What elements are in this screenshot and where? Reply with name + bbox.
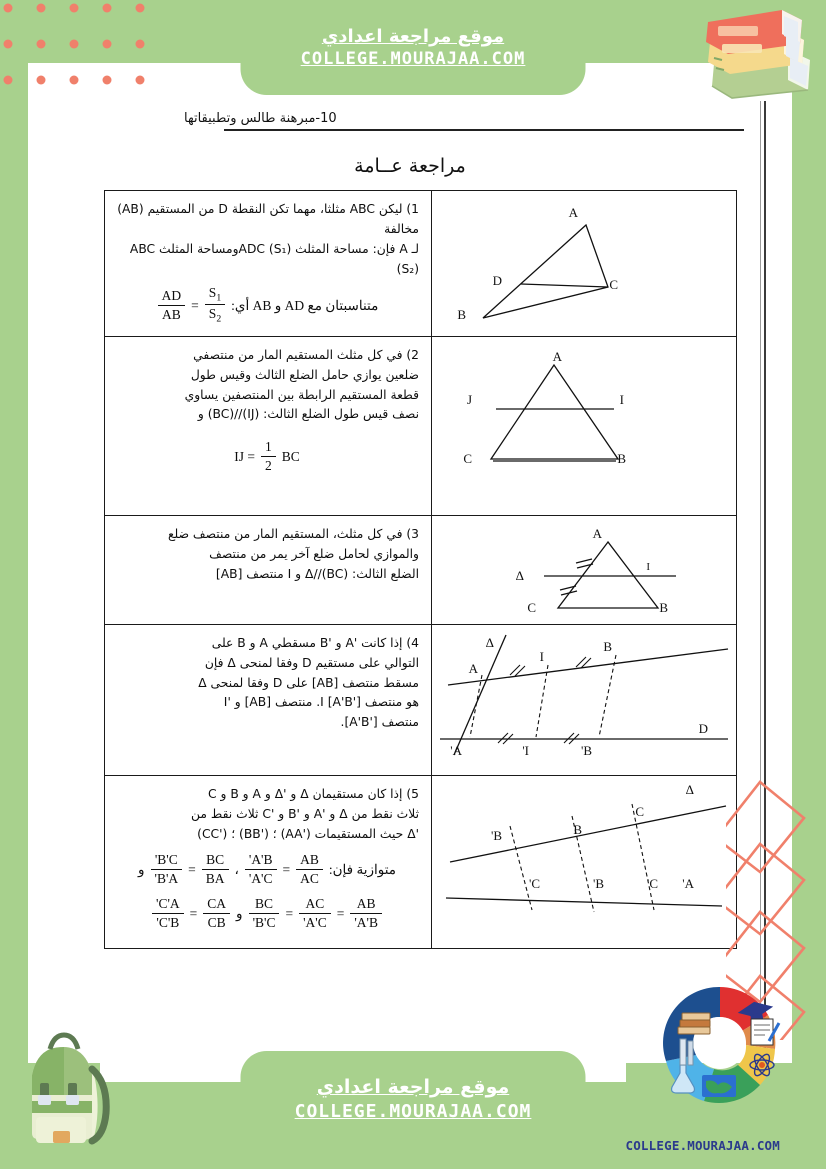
rule-line: متناسبتان مع AD و AB أي: — [231, 297, 379, 313]
text-cell — [105, 776, 431, 948]
fraction-bpcp-bpap: $\frac{B'C'}{B'A'}$ — [151, 852, 183, 887]
figure-label: I — [646, 560, 650, 573]
figure-label: D — [698, 720, 708, 736]
figure-label: C — [463, 450, 472, 466]
rule-line: الضلع الثالث: Δ//(BC) و I منتصف [AB] — [215, 566, 419, 581]
fraction-bc-ba: $\frac{BC}{BA}$ — [202, 852, 229, 887]
site-header-banner — [241, 0, 586, 95]
rule-line: 3) في كل مثلث، المستقيم المار من منتصف ضلع — [167, 526, 419, 541]
fraction-s1-s2: $\frac{S_1}{S_2}$ — [205, 285, 225, 327]
rule-line: ضلعين يوازي حامل الضلع الثالث وقيس طول — [190, 367, 419, 382]
table-row — [105, 337, 736, 516]
dot-grid-pattern — [0, 0, 168, 100]
fraction-bc-bpcp: $\frac{BC}{B'C'}$ — [249, 896, 280, 931]
table-row — [105, 625, 736, 776]
equals-sign: = — [189, 905, 198, 921]
table-row — [105, 516, 736, 625]
fraction-ca-cb: $\frac{CA}{CB}$ — [203, 896, 230, 931]
fraction-ab-apbp: $\frac{AB}{A'B'}$ — [350, 896, 382, 931]
figure-label: A — [552, 348, 562, 364]
equals-sign: = — [282, 862, 291, 878]
figure-label: D — [492, 273, 502, 288]
running-head-block — [184, 111, 744, 131]
fraction-ad-ab: $\frac{AD}{AB}$ — [158, 288, 186, 323]
figure-label: B — [603, 638, 612, 654]
rule-line: 4) إذا كانت 'A و 'B مسقطي A و B على — [211, 635, 419, 650]
site-footer-arabic: موقع مراجعة اعدادي — [316, 1076, 510, 1098]
fraction-half: $\frac{1}{2}$ — [261, 439, 276, 474]
figure-cell — [431, 516, 736, 624]
equals-sign: = — [188, 862, 196, 878]
equals-sign: = — [191, 297, 199, 313]
figure-label: B' — [490, 827, 502, 843]
education-circle-icon — [656, 979, 784, 1107]
backpack-icon — [6, 1031, 118, 1149]
rule-line: نصف قيس طول الضلع الثالث: (IJ)//(BC) و — [197, 407, 419, 422]
figure-label: J — [466, 391, 472, 407]
figure-label: B — [457, 307, 466, 321]
figure-label: B — [659, 599, 668, 615]
rule-line: مسقط منتصف [AB] على D وفقا لمنحى Δ — [198, 675, 419, 690]
figure-cell — [431, 337, 736, 515]
figure-label: A — [568, 205, 578, 220]
rule-line: التوالي على مستقيم D وفقا لمنحى Δ فإن — [204, 655, 419, 670]
text-cell — [105, 625, 431, 775]
decor-band-left — [0, 0, 28, 1169]
rule-line: قطعة المستقيم الرابطة بين المنتصفين يساوي — [184, 387, 419, 402]
fraction-apbp-apcp: $\frac{A'B'}{A'C'}$ — [245, 852, 277, 887]
site-header-url[interactable]: COLLEGE.MOURAJAA.COM — [300, 49, 526, 69]
formula-ij: IJ = $\frac{1}{2}$ BC — [234, 439, 300, 474]
rule-line: هو منتصف ['A'B] I. منتصف [AB] و 'I — [223, 695, 419, 710]
text-cell — [105, 337, 431, 515]
rule-line: 2) في كل مثلث المستقيم المار من منتصفي — [193, 347, 419, 362]
figure-label: C' — [528, 875, 540, 891]
rule-line: والموازي لحامل ضلع آخر يمر من منتصف — [209, 546, 419, 561]
figure-label: B' — [592, 875, 604, 891]
figure-label: Δ — [485, 634, 494, 650]
rule-line: متوازية فإن: — [328, 862, 397, 878]
page-title: مراجعة عــامة — [354, 155, 466, 177]
equals-sign: = — [285, 905, 294, 921]
running-head: 10-مبرهنة طالس وتطبيقاتها — [184, 111, 337, 126]
fraction-ab-ac: $\frac{AB}{AC}$ — [296, 852, 323, 887]
triangle-with-parallel-delta — [436, 520, 732, 620]
equals-sign: = — [336, 905, 345, 921]
figure-label: B — [617, 450, 626, 466]
figure-cell — [431, 776, 736, 948]
rule-line-with-formula — [115, 285, 419, 327]
figure-label: A — [592, 525, 602, 541]
conjunction: و — [137, 862, 145, 878]
figure-label: C — [527, 599, 536, 615]
table-row — [105, 191, 736, 337]
site-footer-banner — [241, 1051, 586, 1147]
figure-label: Δ — [515, 567, 524, 583]
corner-site-url: COLLEGE.MOURAJAA.COM — [625, 1138, 780, 1153]
triangle-with-midline-ij — [436, 341, 732, 511]
running-head-underline — [224, 129, 744, 131]
rule-line: 1) ليكن ABC مثلثا، مهما تكن النقطة D من المستقيم (AB) مخالفة — [117, 202, 419, 236]
figure-label: C' — [646, 875, 658, 891]
figure-label: B — [573, 821, 582, 837]
fraction-ac-apcp: $\frac{AC}{A'C'}$ — [299, 896, 331, 931]
figure-cell — [431, 625, 736, 775]
figure-label: I — [619, 391, 624, 407]
figure-label: A' — [450, 742, 462, 758]
figure-label: I' — [522, 742, 529, 758]
conjunction: و — [236, 905, 243, 921]
triangle-abc-with-d — [436, 195, 732, 321]
comma-separator: ، — [234, 862, 239, 878]
rule-line: 'Δ حيث المستقيمات ('AA) ؛ ('BB) ؛ ('CC) — [197, 826, 419, 841]
table-row — [105, 776, 736, 948]
figure-label: B' — [580, 742, 592, 758]
rule-line: لـ A فإن: مساحة المثلث ADC (S₁)ومساحة المثلث ABC (S₂) — [129, 241, 419, 276]
site-footer-url[interactable]: COLLEGE.MOURAJAA.COM — [294, 1101, 532, 1122]
projection-diagram-abi — [436, 629, 732, 771]
rule-line: 5) إذا كان مستقيمان Δ و 'Δ و A و B و C — [207, 786, 419, 801]
figure-cell — [431, 191, 736, 336]
text-cell — [105, 191, 431, 336]
figure-label: I — [539, 648, 544, 664]
document-sheet — [28, 63, 792, 1063]
rule-line: ثلاث نقط من Δ و 'A و 'B و 'C ثلاث نقط من — [191, 806, 419, 821]
figure-label: C — [609, 277, 618, 292]
figure-label: A — [468, 660, 478, 676]
rule-line: منتصف ['A'B]. — [340, 715, 419, 730]
text-cell — [105, 516, 431, 624]
equations-line-2 — [115, 896, 419, 931]
figure-label: A' — [682, 875, 694, 891]
site-header-arabic: موقع مراجعة اعدادي — [321, 26, 505, 47]
stack-of-books-icon — [692, 2, 818, 102]
figure-label: Δ — [685, 781, 694, 797]
fraction-cpap-cpbp: $\frac{C'A'}{C'B'}$ — [152, 896, 184, 931]
figure-label: C — [635, 803, 644, 819]
two-lines-with-parallels — [436, 780, 732, 944]
equations-line-1 — [115, 852, 419, 887]
summary-table — [104, 190, 737, 949]
